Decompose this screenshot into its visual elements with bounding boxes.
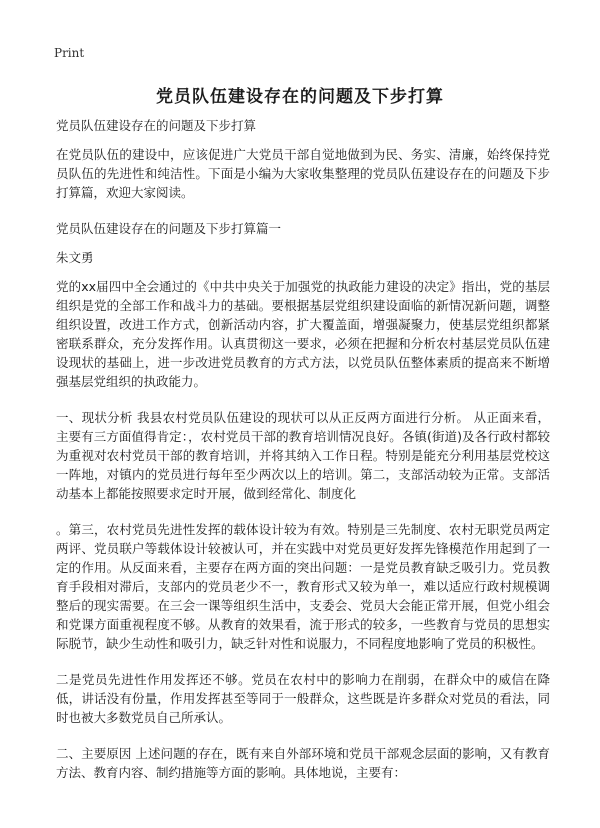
body-paragraph: 党的xx届四中全会通过的《中共中央关于加强党的执政能力建设的决定》指出，党的基层组织是党的全部工作和战斗力的基础。要根据基层党组织建设面临的新情况新问题，调整组织设置，改进工作方式，创新活动内容，扩大覆盖面，增强凝聚力，使基层党组织都紧密联系群众，充分发挥作用。认真贯彻这一要求，必须在把握和分析农村基层党员队伍建设现状的基础上，进一步改进党员教育的方式方法，以党员队伍整体素质的提高来不断增强基层党组织的执政能力。 [56, 279, 550, 389]
article-body [56, 116, 550, 799]
body-paragraph: 二是党员先进性作用发挥还不够。党员在农村中的影响力在削弱，在群众中的威信在降低，讲话没有份量，作用发挥甚至等同于一般群众，这些既是许多群众对党员的看法，同时也被大多数党员自己所承认。 [56, 672, 550, 725]
page-title: 党员队伍建设存在的问题及下步打算 [156, 87, 444, 107]
print-link[interactable]: Print [54, 46, 85, 60]
author-name: 朱文勇 [56, 250, 94, 265]
body-paragraph: 一、现状分析 我县农村党员队伍建设的现状可以从正反两方面进行分析。 从正面来看，主要有三方面值得肯定：，农村党员干部的教育培训情况良好。各镇(街道)及各行政村都较为重视对农村党员干部的教育培训，并将其纳入工作日程。特别是能充分利用基层党校这一阵地，对镇内的党员进行每年至少两次以上的培训。第二，支部活动较为正常。支部活动基本上都能按照要求定时开展，做到经常化、制度化 [56, 410, 550, 501]
body-paragraph: 二、主要原因 上述问题的存在，既有来自外部环境和党员干部观念层面的影响，又有教育方法、教育内容、制约措施等方面的影响。具体地说，主要有： [56, 746, 550, 780]
section-heading: 党员队伍建设存在的问题及下步打算篇一 [56, 221, 282, 236]
article-subtitle: 党员队伍建设存在的问题及下步打算 [56, 118, 257, 133]
intro-paragraph: 在党员队伍的建设中，应该促进广大党员干部自觉地做到为民、务实、清廉，始终保持党员队伍的先进性和纯洁性。下面是小编为大家收集整理的党员队伍建设存在的问题及下步打算篇，欢迎大家阅读。 [56, 147, 550, 200]
body-paragraph: 。第三，农村党员先进性发挥的载体设计较为有效。特别是三先制度、农村无职党员两定两评、党员联户等载体设计较被认可，并在实践中对党员更好发挥先锋模范作用起到了一定的作用。从反面来看，主要存在两方面的突出问题：一是党员教育缺乏吸引力。党员教育手段相对滞后，支部内的党员老少不一，教育形式又较为单一，难以适应行政村规模调整后的现实需要。在三会一课等组织生活中，支委会、党员大会能正常开展，但党小组会和党课方面重视程度不够。从教育的效果看，流于形式的较多，一些教育与党员的思想实际脱节，缺少生动性和吸引力，缺乏针对性和说服力，不同程度地影响了党员的积极性。 [56, 522, 550, 651]
